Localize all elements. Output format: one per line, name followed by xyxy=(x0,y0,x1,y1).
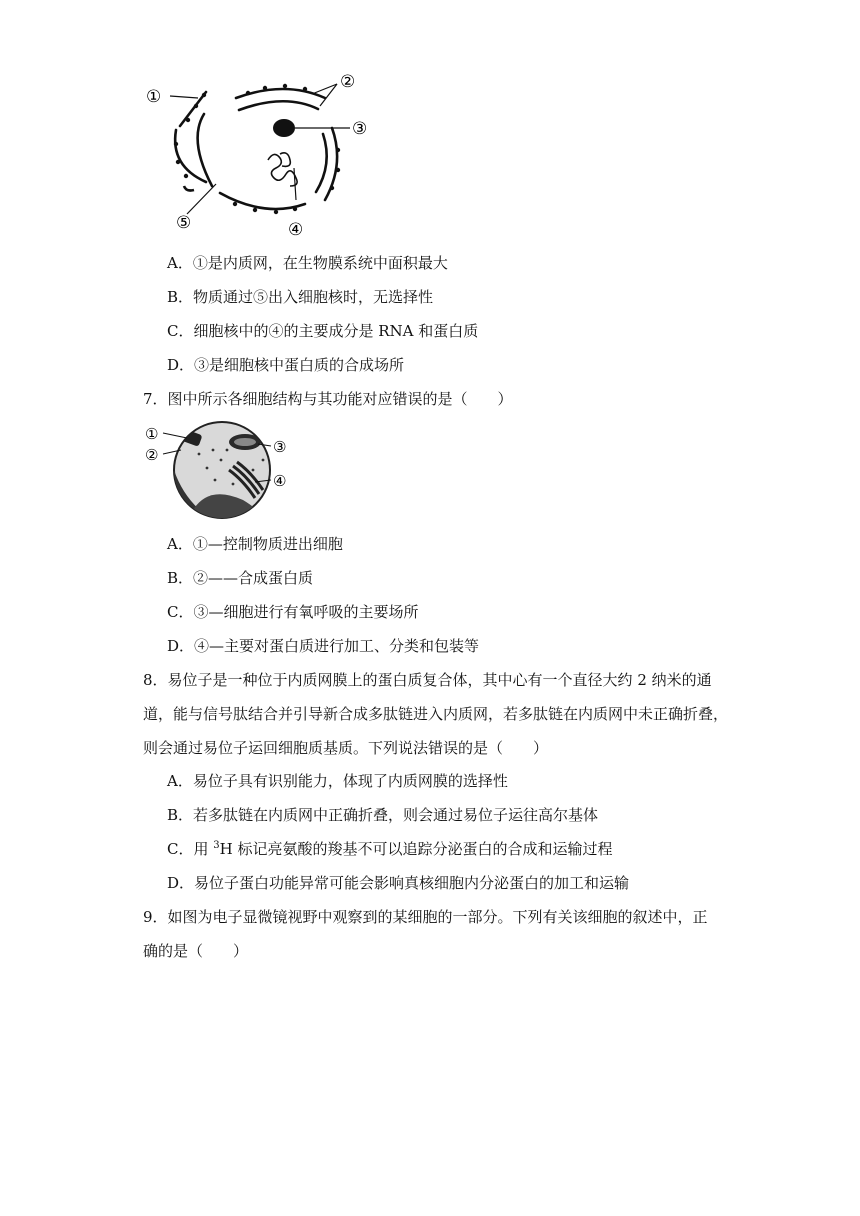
fragment-mark xyxy=(184,186,194,191)
inner-membrane-right xyxy=(316,134,327,192)
q7-option-d[interactable]: D．④—主要对蛋白质进行加工、分类和包装等 xyxy=(167,637,480,655)
q8-stem-line-1: 8．易位子是一种位于内质网膜上的蛋白质复合体，其中心有一个直径大约 2 纳米的通 xyxy=(143,671,712,689)
q8-stem-line-2: 道，能与信号肽结合并引导新合成多肽链进入内质网，若多肽链在内质网中未正确折叠， xyxy=(143,705,729,723)
q8-option-c[interactable] xyxy=(167,838,612,860)
q6-option-b[interactable]: B．物质通过⑤出入细胞核时，无选择性 xyxy=(167,288,434,306)
q7-option-c[interactable]: C．③—细胞进行有氧呼吸的主要场所 xyxy=(167,603,419,621)
q8-option-a[interactable]: A．易位子具有识别能力，体现了内质网膜的选择性 xyxy=(167,772,508,790)
q7-option-a[interactable]: A．①—控制物质进出细胞 xyxy=(167,535,343,553)
q7-label-4: ④ xyxy=(273,472,287,490)
label-2: ② xyxy=(340,72,356,92)
q6-option-d[interactable]: D．③是细胞核中蛋白质的合成场所 xyxy=(167,356,405,374)
cell-micrograph xyxy=(143,420,293,520)
nucleus-diagram xyxy=(140,68,380,240)
q7-stem: 7．图中所示各细胞结构与其功能对应错误的是（ ） xyxy=(143,390,513,408)
label-5: ⑤ xyxy=(176,213,192,233)
q8-stem-line-3: 则会通过易位子运回细胞质基质。下列说法错误的是（ ） xyxy=(143,739,549,757)
q7-label-1: ① xyxy=(145,425,159,443)
q8-option-d[interactable]: D．易位子蛋白功能异常可能会影响真核细胞内分泌蛋白的加工和运输 xyxy=(167,874,630,892)
q8-option-c-superscript: 3 xyxy=(213,840,220,851)
q6-option-c[interactable]: C．细胞核中的④的主要成分是 RNA 和蛋白质 xyxy=(167,322,479,340)
q8-option-c-text: H 标记亮氨酸的羧基不可以追踪分泌蛋白的合成和运输过程 xyxy=(219,840,613,858)
nucleolus xyxy=(273,119,295,137)
q6-option-a[interactable]: A．①是内质网，在生物膜系统中面积最大 xyxy=(167,254,448,272)
q8-option-c-prefix: C．用 xyxy=(167,840,214,858)
q9-stem-line-2: 确的是（ ） xyxy=(143,942,249,960)
q7-label-3: ③ xyxy=(273,438,287,456)
q8-option-b[interactable]: B．若多肽链在内质网中正确折叠，则会通过易位子运往高尔基体 xyxy=(167,806,599,824)
q7-label-2: ② xyxy=(145,446,159,464)
label-3: ③ xyxy=(352,119,368,139)
inner-membrane-top xyxy=(239,101,318,110)
label-4: ④ xyxy=(288,220,304,240)
q7-option-b[interactable]: B．②——合成蛋白质 xyxy=(167,569,314,587)
inner-membrane-left xyxy=(198,114,212,186)
outer-membrane-bottom xyxy=(220,193,305,209)
label-1: ① xyxy=(146,87,162,107)
chromatin xyxy=(268,153,297,186)
q9-stem-line-1: 9．如图为电子显微镜视野中观察到的某细胞的一部分。下列有关该细胞的叙述中，正 xyxy=(143,908,708,926)
